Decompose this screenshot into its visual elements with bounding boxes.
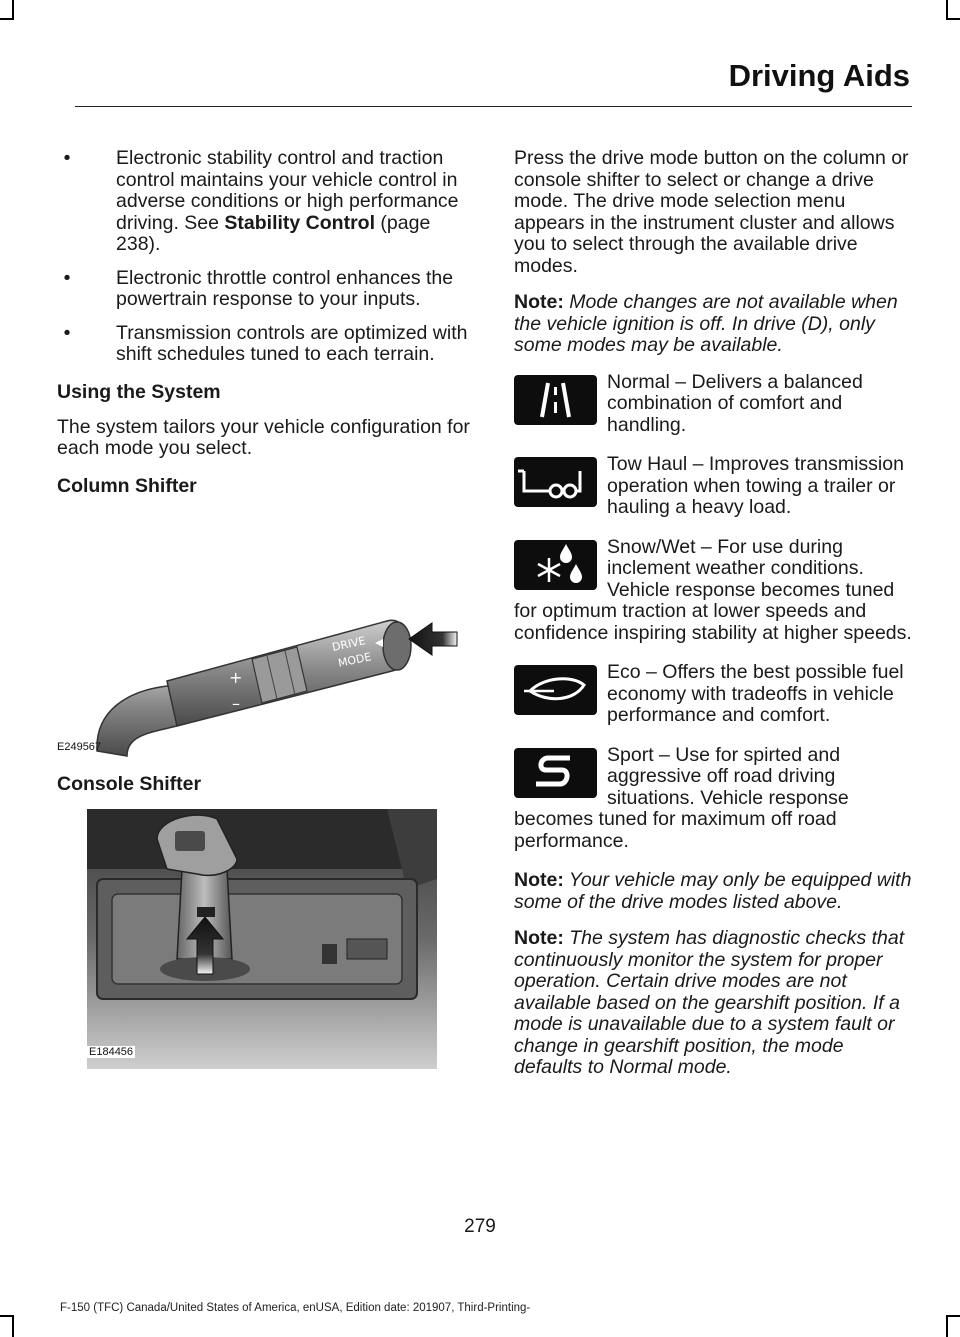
note-label: Note: [514, 927, 564, 949]
page-title: Driving Aids [728, 58, 910, 93]
bullet-text: Transmission controls are optimized with shift schedules tuned to each terrain. [116, 321, 468, 365]
note-1 [514, 292, 912, 357]
note-2 [514, 870, 912, 913]
figure-code: E184456 [89, 1045, 134, 1058]
snow-wet-icon [514, 540, 597, 590]
stability-control-link[interactable]: Stability Control [224, 211, 375, 234]
note-text: The system has diagnostic checks that continuously monitor the system for proper operation. Certain drive modes are not available based on the gearshift position. If a mode is unavailable due to a system fault or change in gearshift position, the mode defaults to Normal mode. [514, 927, 905, 1078]
crop-mark [946, 18, 960, 20]
tow-haul-icon [514, 457, 597, 507]
crop-mark [0, 18, 14, 20]
bullet-dot: • [63, 266, 71, 289]
bullet-text: Electronic throttle control enhances the powertrain response to your inputs. [116, 266, 454, 310]
crop-mark [0, 1315, 14, 1317]
using-paragraph: The system tailors your vehicle configuration for each mode you select. [57, 415, 470, 459]
drive-mode-tow-haul [514, 454, 912, 519]
crop-mark [946, 1315, 960, 1317]
page-number: 279 [464, 1216, 496, 1237]
note-label: Note: [514, 291, 564, 313]
crop-mark [12, 0, 14, 20]
drive-mode-sport [514, 745, 912, 853]
note-3 [514, 928, 912, 1079]
console-shifter-illustration [87, 809, 437, 1069]
bullet-dot: • [63, 147, 71, 169]
press-arrow-icon [409, 623, 457, 655]
section-heading-column-shifter: Column Shifter [57, 474, 197, 497]
mode-label: MODE [336, 649, 373, 670]
mode-description: Sport – Use for spirted and aggressive off road driving situations. Vehicle response becomes tuned for maximum off road performance. [514, 743, 849, 852]
console-shifter-figure [87, 809, 477, 1079]
figure-code: E249567 [57, 740, 102, 753]
crop-mark [946, 1315, 948, 1337]
left-column [57, 148, 477, 1079]
mode-description: Snow/Wet – For use during inclement weather conditions. Vehicle response becomes tuned for optimum traction at lower speeds and confidence inspiring stability at higher speeds. [514, 535, 912, 644]
bullet-item [57, 148, 477, 256]
eco-leaf-icon [514, 665, 597, 715]
plus-label: + [229, 667, 243, 687]
note-text: Mode changes are not available when the vehicle ignition is off. In drive (D), only some modes may be available. [514, 291, 898, 356]
crop-mark [12, 1315, 14, 1337]
drive-label: DRIVE [330, 633, 367, 654]
bullet-dot: • [63, 321, 71, 344]
column-shifter-figure [57, 511, 467, 761]
drive-mode-normal [514, 372, 912, 437]
sport-mode-icon [514, 748, 597, 798]
right-column [514, 148, 912, 1094]
bullet-item [57, 268, 477, 311]
section-heading-using: Using the System [57, 380, 221, 403]
edition-footer: F-150 (TFC) Canada/United States of America, enUSA, Edition date: 201907, Third-Printing- [60, 1302, 531, 1314]
mode-description: Eco – Offers the best possible fuel economy with tradeoffs in vehicle performance and comfort. [607, 661, 904, 726]
note-label: Note: [514, 869, 564, 891]
note-text: Your vehicle may only be equipped with some of the drive modes listed above. [514, 869, 912, 913]
intro-paragraph: Press the drive mode button on the column or console shifter to select or change a drive mode. The drive mode selection menu appears in the instrument cluster and allows you to select through the available drive modes. [514, 147, 909, 277]
bullet-item [57, 323, 477, 366]
mode-description: Tow Haul – Improves transmission operation when towing a trailer or hauling a heavy load. [607, 453, 904, 518]
column-shifter-illustration [57, 511, 467, 761]
drive-mode-eco [514, 662, 912, 727]
crop-mark [946, 0, 948, 20]
drive-mode-snow-wet [514, 537, 912, 645]
minus-label: – [232, 693, 240, 713]
section-heading-console-shifter: Console Shifter [57, 772, 202, 795]
page-reference: (page 238). [116, 211, 431, 255]
mode-description: Normal – Delivers a balanced combination of comfort and handling. [607, 370, 863, 436]
header-divider [75, 106, 912, 107]
bullet-text: Electronic stability control and traction control maintains your vehicle control in adverse conditions or high performance driving. See [116, 147, 459, 234]
normal-mode-icon [514, 375, 597, 425]
